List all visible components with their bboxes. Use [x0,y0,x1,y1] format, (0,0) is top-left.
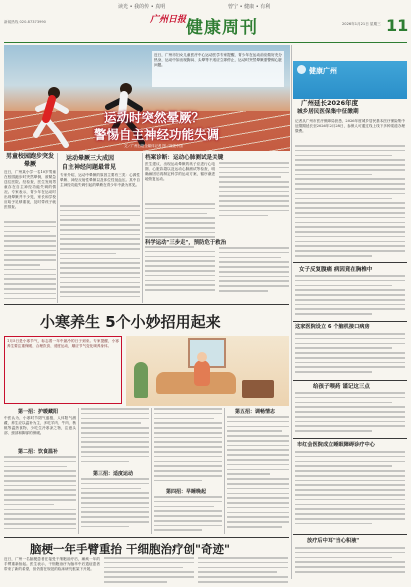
winter-tip-4: 第四招：早睡晚起 [166,489,207,495]
bottom-headline: 脑梗一年手臂重抬 干细胞治疗创"奇迹" [30,542,230,556]
section-title: 健康周刊 [186,18,258,38]
sidebar-logo-icon [297,65,306,74]
col-b-body: 专家介绍，运动中晕厥的原因主要有三类：心源性晕厥、神经反射性晕厥以及体位性低血压。其中自主神经功能失调引起的晕厥在青少年中最为常见。 [60,173,140,187]
col-rule-ab [57,153,58,303]
sidebar-divider-3 [293,380,407,381]
winter-rule-12 [78,408,79,534]
page-number: 11 [386,16,409,35]
winter-headline: 小寒养生 5个小妙招用起来 [40,313,221,331]
sidebar-subhead-2: 这家医院设立 6 个脑机接口病房 [295,324,370,330]
col-c-text-right-2 [219,247,289,301]
top-slogan-left: 读光 • 我的传 • 真明 [118,4,166,10]
winter-tip-3: 第三招：适度运动 [93,471,134,477]
masthead [0,0,411,44]
winter-col-1 [4,408,76,534]
sidebar-tag: 健康广州 [309,67,337,75]
winter-intro-box [4,336,122,404]
col-c-headline: 档案诊断：运动心肺测试是关键 [145,155,224,161]
feature-intro: 近日，广州市妇女儿童医疗中心运动医学专家提醒，青少年在运动前应做好充分热身，运动中如出现胸闷、头晕等不适应立即停止，运动时突然晕厥需警惕心脏问题。 [152,51,284,87]
sidebar-text-1 [295,145,405,261]
sidebar-divider-5 [293,534,407,535]
plant-shape [134,362,148,398]
winter-col-2 [81,408,149,534]
col-c-body: 医生建议，出现运动晕厥的孩子应进行心电图、心脏彩超以及运动心肺测试等检查，明确病因后再制定科学的运动方案，循序渐进地恢复运动。 [145,162,215,181]
sidebar-banner [293,61,407,99]
column-a [4,153,56,303]
winter-tip-5: 第五招：调畅情志 [235,409,276,415]
winter-top-rule [4,304,289,305]
sidebar-subhead-4: 市红会医院成立睡眠障碍诊疗中心 [297,442,375,448]
sidebar-headline-1: 广州延长2026年度 [301,99,359,107]
column-b [60,153,140,303]
col-a-headline: 男童校园跑步突发晕厥 [5,153,54,168]
winter-col-3 [154,408,222,534]
winter-col-3-text-a [154,408,222,486]
col-rule-bc [142,153,143,303]
masthead-rule [4,42,407,43]
winter-col-3-text-b [154,496,222,534]
sidebar-body: 记者从广州市医疗保障局获悉，2026年度城乡居民基本医疗保险集中征缴期延长至2026年2月28日，参保人可通过线上线下多种渠道办理缴费。 [295,119,405,133]
winter-col-2-text-b [81,478,149,534]
sidebar-headline-2: 城乡居民医保集中征缴期 [297,109,359,115]
feature-headline-1: 运动时突然晕厥？ [104,110,205,125]
sidebar-subhead-1: 女子反复腹痛 病因竟在胸椎中 [299,267,373,273]
sidebar-text-6 [295,547,405,579]
winter-col-4 [227,408,289,534]
sidebar-text-5 [295,451,405,533]
paper-logo: 广州日报 [150,15,187,25]
bottom-top-rule [4,537,289,538]
col-c-subhead: 科学运动"三步走"，预防危于救治 [145,240,227,246]
sidebar-text-4 [295,392,405,438]
table-shape [242,380,274,398]
winter-illustration [126,336,289,406]
sidebar-divider-2 [293,321,407,322]
winter-tip-2: 第二招：饮食温补 [18,449,59,455]
left-info: 新闻热线 020-87373990 [4,20,46,24]
col-c-text-left [145,203,215,299]
col-c-text-right [219,162,289,222]
sidebar-subhead-5: 放疗后中耳"当心积液" [307,538,360,544]
winter-col-2-text-a [81,408,149,468]
sidebar-vertical-rule [291,45,292,579]
sidebar-text-2 [295,275,405,319]
col-b-headline-2: 自主神经问题最常见 [62,164,117,171]
winter-col-4-text [227,416,289,534]
sidebar-subhead-3: 给孩子喂药 谨记这三点 [313,384,370,390]
bottom-text-2 [104,557,194,583]
winter-rule-34 [224,408,225,534]
col-b-headline: 运动晕厥三大成因 [66,155,115,162]
winter-rule-23 [151,408,152,534]
winter-intro: 1月5日是小寒节气，标志着一年中最冷的日子到来。专家提醒，小寒养生要注重保暖、合理饮食、适度运动，顺应节气变化调养身体。 [7,339,119,348]
top-slogan-right: 曾宁 • 健康 • 有利 [228,4,271,10]
person-figure [194,360,210,386]
date-block: 2026年1月21日 星期三 [342,22,381,26]
bottom-text-3 [198,557,288,583]
feature-photo [4,45,290,151]
feature-headline-2: 警惕自主神经功能失调 [94,127,220,142]
col-a-body: 近日，广州某小学一名10岁男童在校园跑步时突然晕倒，被紧急送往医院。经检查，医生发现男童存在自主神经功能失调的情况。专家表示，青少年在运动时出现晕厥并不少见，家长和学校应给予足够重视，及时带孩子就医排查。 [4,170,56,209]
person-head [197,352,207,362]
feature-byline: 文／广州日报全媒体记者 图／视觉中国 [124,144,183,148]
sidebar [293,45,407,579]
bottom-body: 近日，广州一名脑梗患者在接受干细胞治疗后，瘫痪一年的手臂重新抬起。医生表示，干细胞治疗为脑卒中后遗症患者带来了新的希望，但仍需在规范的临床研究框架下开展。 [4,557,100,571]
winter-col-1-text [4,456,76,534]
col-a-text [4,221,56,303]
sidebar-divider-1 [293,262,407,263]
winter-body: 中医认为，小寒时节阴气盛极，人体阳气潜藏，养生应以温补为主，多吃羊肉、牛肉、核桃等温热食物，少吃生冷寒凉之物，注意头部、颈部和脚部的保暖。 [4,416,76,435]
runner-left-figure [22,85,82,149]
sidebar-text-3 [295,333,405,379]
winter-tip-1: 第一招：护暖藏阳 [18,409,59,415]
sidebar-divider-4 [293,438,407,439]
column-c [145,153,289,303]
col-b-text [60,205,140,303]
